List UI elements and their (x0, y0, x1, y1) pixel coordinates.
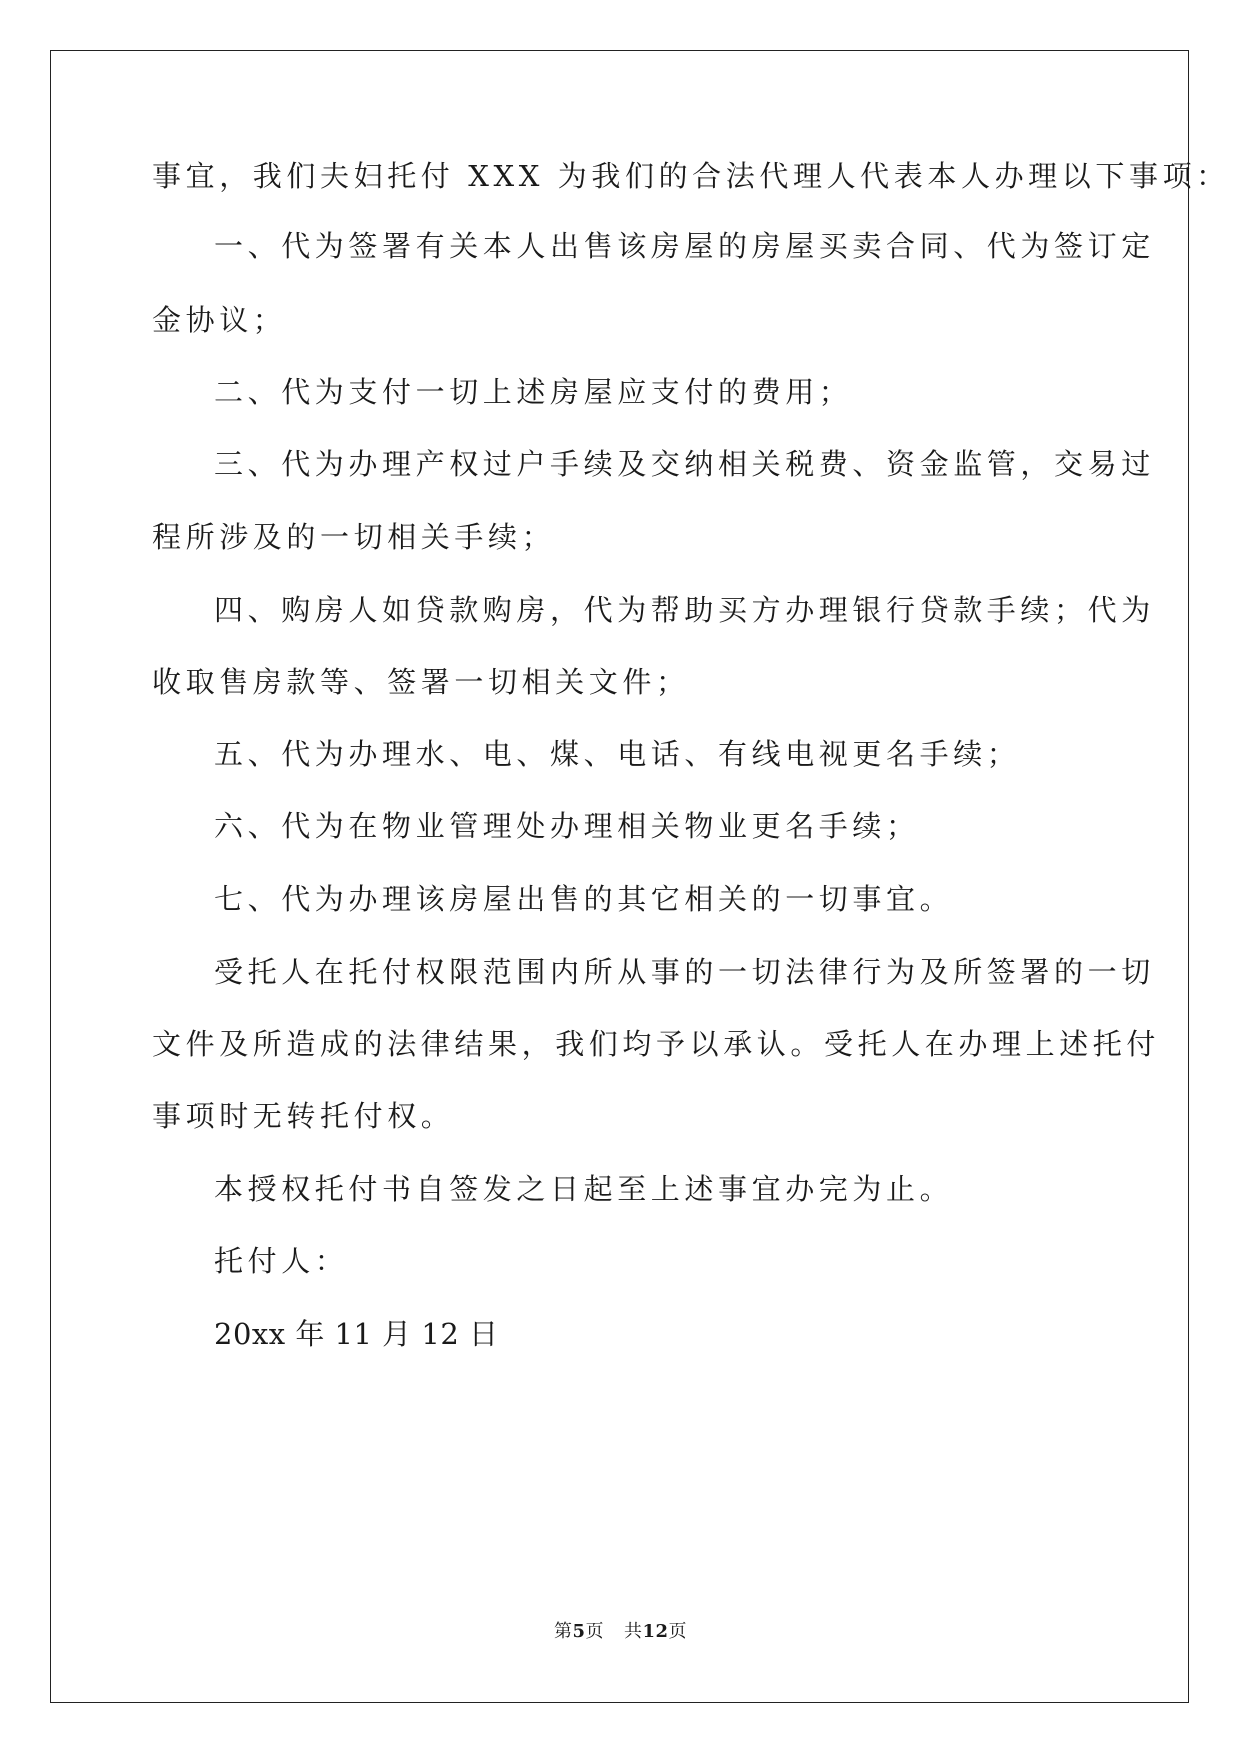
total-pages: 12 (642, 1621, 669, 1642)
body-text-line: 收取售房款等、签署一切相关文件； (152, 665, 690, 699)
list-item-6: 六、代为在物业管理处办理相关物业更名手续； (214, 809, 920, 843)
page-footer (0, 1617, 1241, 1643)
paragraph-line: 本授权托付书自签发之日起至上述事宜办完为止。 (214, 1172, 954, 1206)
list-item-3: 三、代为办理产权过户手续及交纳相关税费、资金监管，交易过 (214, 447, 1155, 481)
list-item-1: 一、代为签署有关本人出售该房屋的房屋买卖合同、代为签订定 (214, 229, 1155, 263)
body-text-line: 文件及所造成的法律结果，我们均予以承认。受托人在办理上述托付 (152, 1027, 1161, 1061)
body-text-line: 事宜，我们夫妇托付 XXX 为我们的合法代理人代表本人办理以下事项： (152, 159, 1230, 193)
list-item-2: 二、代为支付一切上述房屋应支付的费用； (214, 375, 853, 409)
signatory-label: 托付人： (214, 1244, 349, 1278)
list-item-5: 五、代为办理水、电、煤、电话、有线电视更名手续； (214, 737, 1021, 771)
page-prefix: 第 (553, 1621, 573, 1642)
list-item-4: 四、购房人如贷款购房，代为帮助买方办理银行贷款手续；代为 (214, 593, 1155, 627)
page-number: 5 (572, 1621, 586, 1642)
date-line: 20xx 年 11 月 12 日 (214, 1317, 499, 1351)
list-item-7: 七、代为办理该房屋出售的其它相关的一切事宜。 (214, 882, 954, 916)
body-text-line: 程所涉及的一切相关手续； (152, 520, 556, 554)
page-border (50, 50, 1189, 1703)
paragraph-line: 受托人在托付权限范围内所从事的一切法律行为及所签署的一切 (214, 955, 1155, 989)
total-suffix: 页 (668, 1621, 688, 1642)
body-text-line: 事项时无转托付权。 (152, 1099, 455, 1133)
page-suffix: 页 (585, 1621, 604, 1642)
total-prefix: 共 (623, 1621, 643, 1642)
body-text-line: 金协议； (152, 303, 287, 337)
